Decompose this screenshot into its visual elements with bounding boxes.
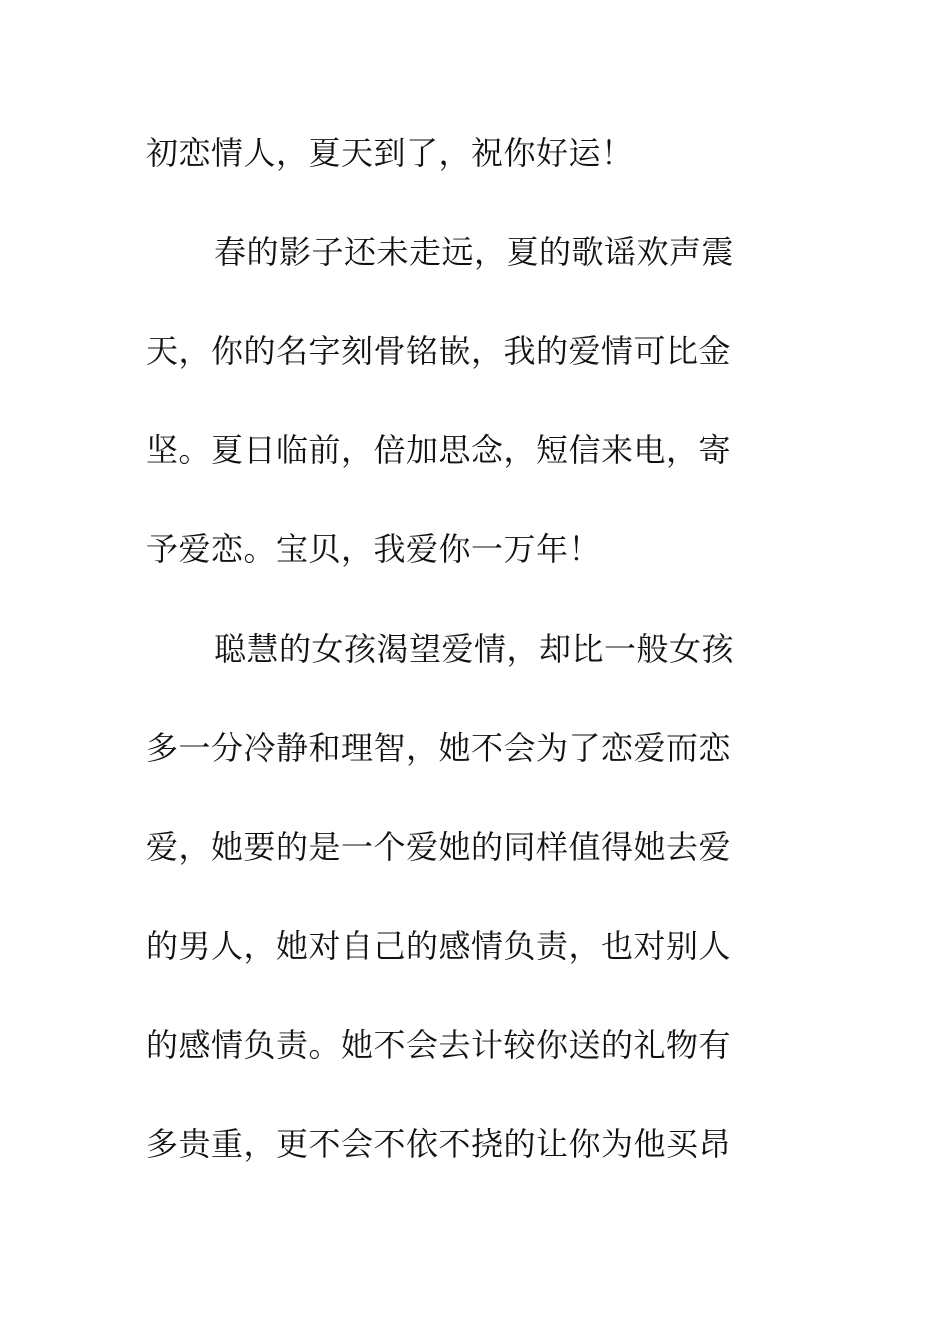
text-line-2: 春的影子还未走远，夏的歌谣欢声震 <box>214 233 735 271</box>
text-line-10: 的感情负责。她不会去计较你送的礼物有 <box>146 1026 732 1064</box>
text-line-5: 予爱恋。宝贝，我爱你一万年！ <box>146 530 602 568</box>
text-line-3: 天，你的名字刻骨铭嵌，我的爱情可比金 <box>146 332 732 370</box>
text-line-1: 初恋情人，夏天到了，祝你好运！ <box>146 134 634 172</box>
text-line-8: 爱，她要的是一个爱她的同样值得她去爱 <box>146 828 732 866</box>
text-line-4: 坚。夏日临前，倍加思念，短信来电，寄 <box>146 431 732 469</box>
text-line-9: 的男人，她对自己的感情负责，也对别人 <box>146 927 732 965</box>
text-line-11: 多贵重，更不会不依不挠的让你为他买昂 <box>146 1125 732 1163</box>
text-line-6: 聪慧的女孩渴望爱情，却比一般女孩 <box>214 630 735 668</box>
text-line-7: 多一分冷静和理智，她不会为了恋爱而恋 <box>146 729 732 767</box>
